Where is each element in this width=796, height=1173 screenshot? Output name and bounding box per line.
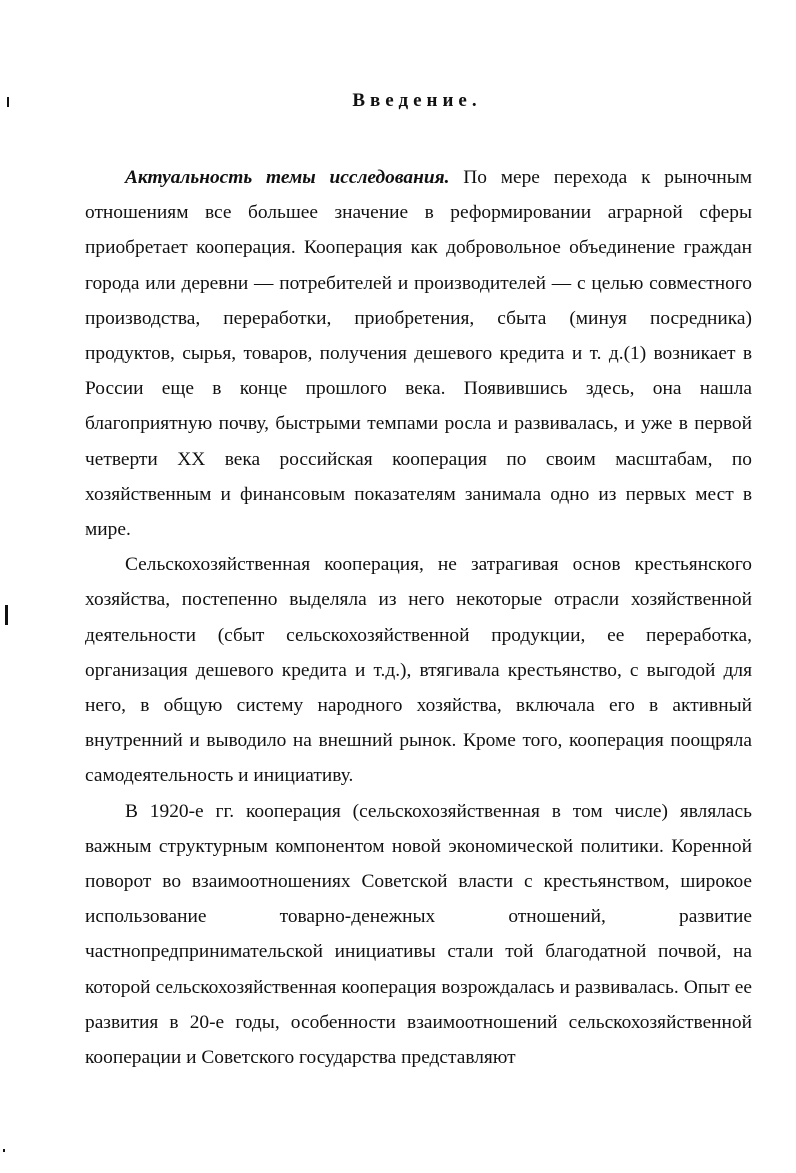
scan-artifact-mark <box>3 1149 5 1152</box>
paragraph-text: По мере перехода к рыночным отношениям все большее значение в реформировании аграрной сферы приобретает кооперация. Кооперация как добровольное объединение граждан города или деревни — потребителей и производителей — с целью совместного производства, переработки, приобретения, сбыта (минуя посредника) продуктов, сырья, товаров, получения дешевого кредита и т. д.(1) возникает в России еще в конце прошлого века. Появившись здесь, она нашла благоприятную почву, быстрыми темпами росла и развивалась, и уже в первой четверти XX века российская кооперация по своим масштабам, по хозяйственным и финансовым показателям занимала одно из первых мест в мире. <box>85 167 752 541</box>
paragraph-1 <box>85 160 752 547</box>
paragraph-2: Сельскохозяйственная кооперация, не затрагивая основ крестьянского хозяйства, постепенно выделяла из него некоторые отрасли хозяйственной деятельности (сбыт сельскохозяйственной продукции, ее переработка, организация дешевого кредита и т.д.), втягивала крестьянство, с выгодой для него, в общую систему народного хозяйства, включала его в активный внутренний и выводило на внешний рынок. Кроме того, кооперация поощряла самодеятельность и инициативу. <box>85 554 752 787</box>
page-title: Введение. <box>352 90 482 111</box>
paragraph-3: В 1920-е гг. кооперация (сельскохозяйственная в том числе) являлась важным структурным компонентом новой экономической политики. Коренной поворот во взаимоотношениях Советской власти с крестьянством, широкое использование товарно-денежных отношений, развитие частнопредпринимательской инициативы стали той благодатной почвой, на которой сельскохозяйственная кооперация возрождалась и развивалась. Опыт ее развития в 20-е годы, особенности взаимоотношений сельскохозяйственной кооперации и Советского государства представляют <box>85 800 752 1069</box>
document-body <box>85 160 752 1075</box>
paragraph-lead: Актуальность темы исследования. <box>125 167 450 188</box>
scan-artifact-mark <box>5 605 8 625</box>
